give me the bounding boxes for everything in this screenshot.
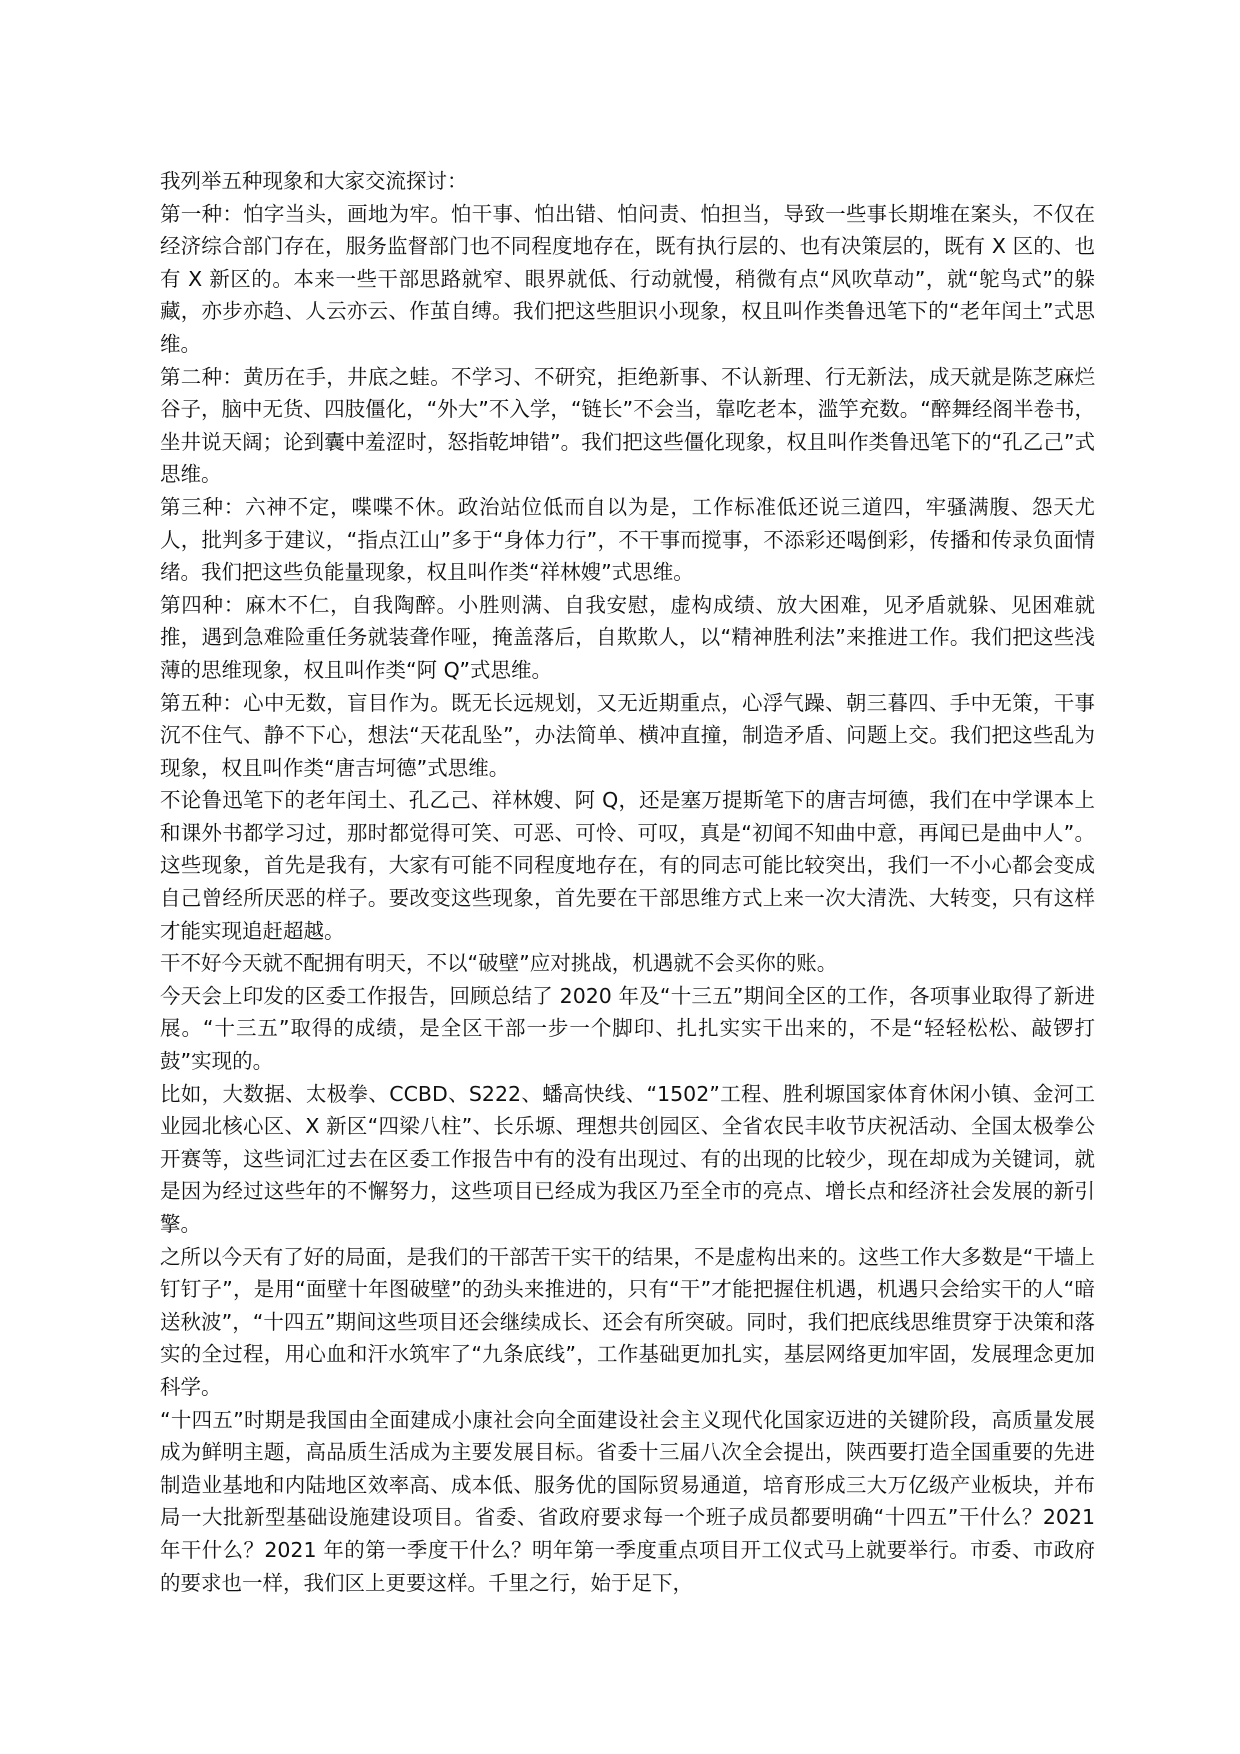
paragraph-fifth-type: 第五种：心中无数，盲目作为。既无长远规划，又无近期重点，心浮气躁、朝三暮四、手中无策，干事沉不住气、静不下心，想法“天花乱坠”，办法简单、横冲直撞，制造矛盾、问题上交。我们把这些乱为现象，权且叫作类“唐吉坷德”式思维。 — [160, 690, 1095, 780]
paragraph-second-type: 第二种：黄历在手，井底之蛙。不学习、不研究，拒绝新事、不认新理、行无新法，成天就是陈芝麻烂谷子，脑中无货、四肢僵化，“外大”不入学，“链长”不会当，靠吃老本，滥竽充数。“醉舞经阁半卷书，坐井说天阔；论到囊中羞涩时，怒指乾坤错”。我们把这些僵化现象，权且叫作类鲁迅笔下的“孔乙己”式思维。 — [160, 364, 1095, 487]
paragraph-summary: 不论鲁迅笔下的老年闰土、孔乙己、祥林嫂、阿 Q，还是塞万提斯笔下的唐吉坷德，我们在中学课本上和课外书都学习过，那时都觉得可笑、可恶、可怜、可叹，真是“初闻不知曲中意，再闻已是曲中人”。这些现象，首先是我有，大家有可能不同程度地存在，有的同志可能比较突出，我们一不小心都会变成自己曾经所厌恶的样子。要改变这些现象，首先要在干部思维方式上来一次大清洗、大转变，只有这样才能实现追赶超越。 — [160, 788, 1095, 943]
paragraph-fourth-type: 第四种：麻木不仁，自我陶醉。小胜则满、自我安慰，虚构成绩、放大困难，见矛盾就躲、见困难就推，遇到急难险重任务就装聋作哑，掩盖落后，自欺欺人，以“精神胜利法”来推进工作。我们把这些浅薄的思维现象，权且叫作类“阿 Q”式思维。 — [160, 592, 1095, 682]
paragraph-challenge: 干不好今天就不配拥有明天，不以“破壁”应对挑战，机遇就不会买你的账。 — [160, 951, 838, 976]
paragraph-first-type: 第一种：怕字当头，画地为牢。怕干事、怕出错、怕问责、怕担当，导致一些事长期堆在案头，不仅在经济综合部门存在，服务监督部门也不同程度地存在，既有执行层的、也有决策层的，既有 X 区的、也有 X 新区的。本来一些干部思路就窄、眼界就低、行动就慢，稍微有点“风吹草动”，就“鸵鸟式”的躲藏，亦步亦趋、人云亦云、作茧自缚。我们把这些胆识小现象，权且叫作类鲁迅笔下的“老年闰土”式思维。 — [160, 201, 1095, 356]
paragraph-situation: 之所以今天有了好的局面，是我们的干部苦干实干的结果，不是虚构出来的。这些工作大多数是“干墙上钉钉子”，是用“面壁十年图破壁”的劲头来推进的，只有“干”才能把握住机遇，机遇只会给实干的人“暗送秋波”，“十四五”期间这些项目还会继续成长、还会有所突破。同时，我们把底线思维贯穿于决策和落实的全过程，用心血和汗水筑牢了“九条底线”，工作基础更加扎实，基层网络更加牢固，发展理念更加科学。 — [160, 1244, 1095, 1399]
paragraph-intro: 我列举五种现象和大家交流探讨： — [160, 169, 468, 193]
paragraph-examples: 比如，大数据、太极拳、CCBD、S222、蟠高快线、“1502”工程、胜利塬国家体育休闲小镇、金河工业园北核心区、X 新区“四梁八柱”、长乐塬、理想共创园区、全省农民丰收节庆祝活动、全国太极拳公开赛等，这些词汇过去在区委工作报告中有的没有出现过、有的出现的比较少，现在却成为关键词，就是因为经过这些年的不懈努力，这些项目已经成为我区乃至全市的亮点、增长点和经济社会发展的新引擎。 — [160, 1081, 1095, 1236]
paragraph-third-type: 第三种：六神不定，喋喋不休。政治站位低而自以为是，工作标准低还说三道四，牢骚满腹、怨天尤人，批判多于建议，“指点江山”多于“身体力行”，不干事而搅事，不添彩还喝倒彩，传播和传录负面情绪。我们把这些负能量现象，权且叫作类“祥林嫂”式思维。 — [160, 494, 1095, 585]
document-body — [160, 165, 1095, 1599]
paragraph-work-report: 今天会上印发的区委工作报告，回顾总结了 2020 年及“十三五”期间全区的工作，各项事业取得了新进展。“十三五”取得的成绩，是全区干部一步一个脚印、扎扎实实干出来的，不是“轻轻松松、敲锣打鼓”实现的。 — [160, 983, 1095, 1074]
paragraph-fourteenth-plan: “十四五”时期是我国由全面建成小康社会向全面建设社会主义现代化国家迈进的关键阶段，高质量发展成为鲜明主题，高品质生活成为主要发展目标。省委十三届八次全会提出，陕西要打造全国重要的先进制造业基地和内陆地区效率高、成本低、服务优的国际贸易通道，培育形成三大万亿级产业板块，并布局一大批新型基础设施建设项目。省委、省政府要求每一个班子成员都要明确“十四五”干什么？2021 年干什么？2021 年的第一季度干什么？明年第一季度重点项目开工仪式马上就要举行。市委、市政府的要求也一样，我们区上更要这样。千里之行，始于足下， — [160, 1407, 1095, 1595]
